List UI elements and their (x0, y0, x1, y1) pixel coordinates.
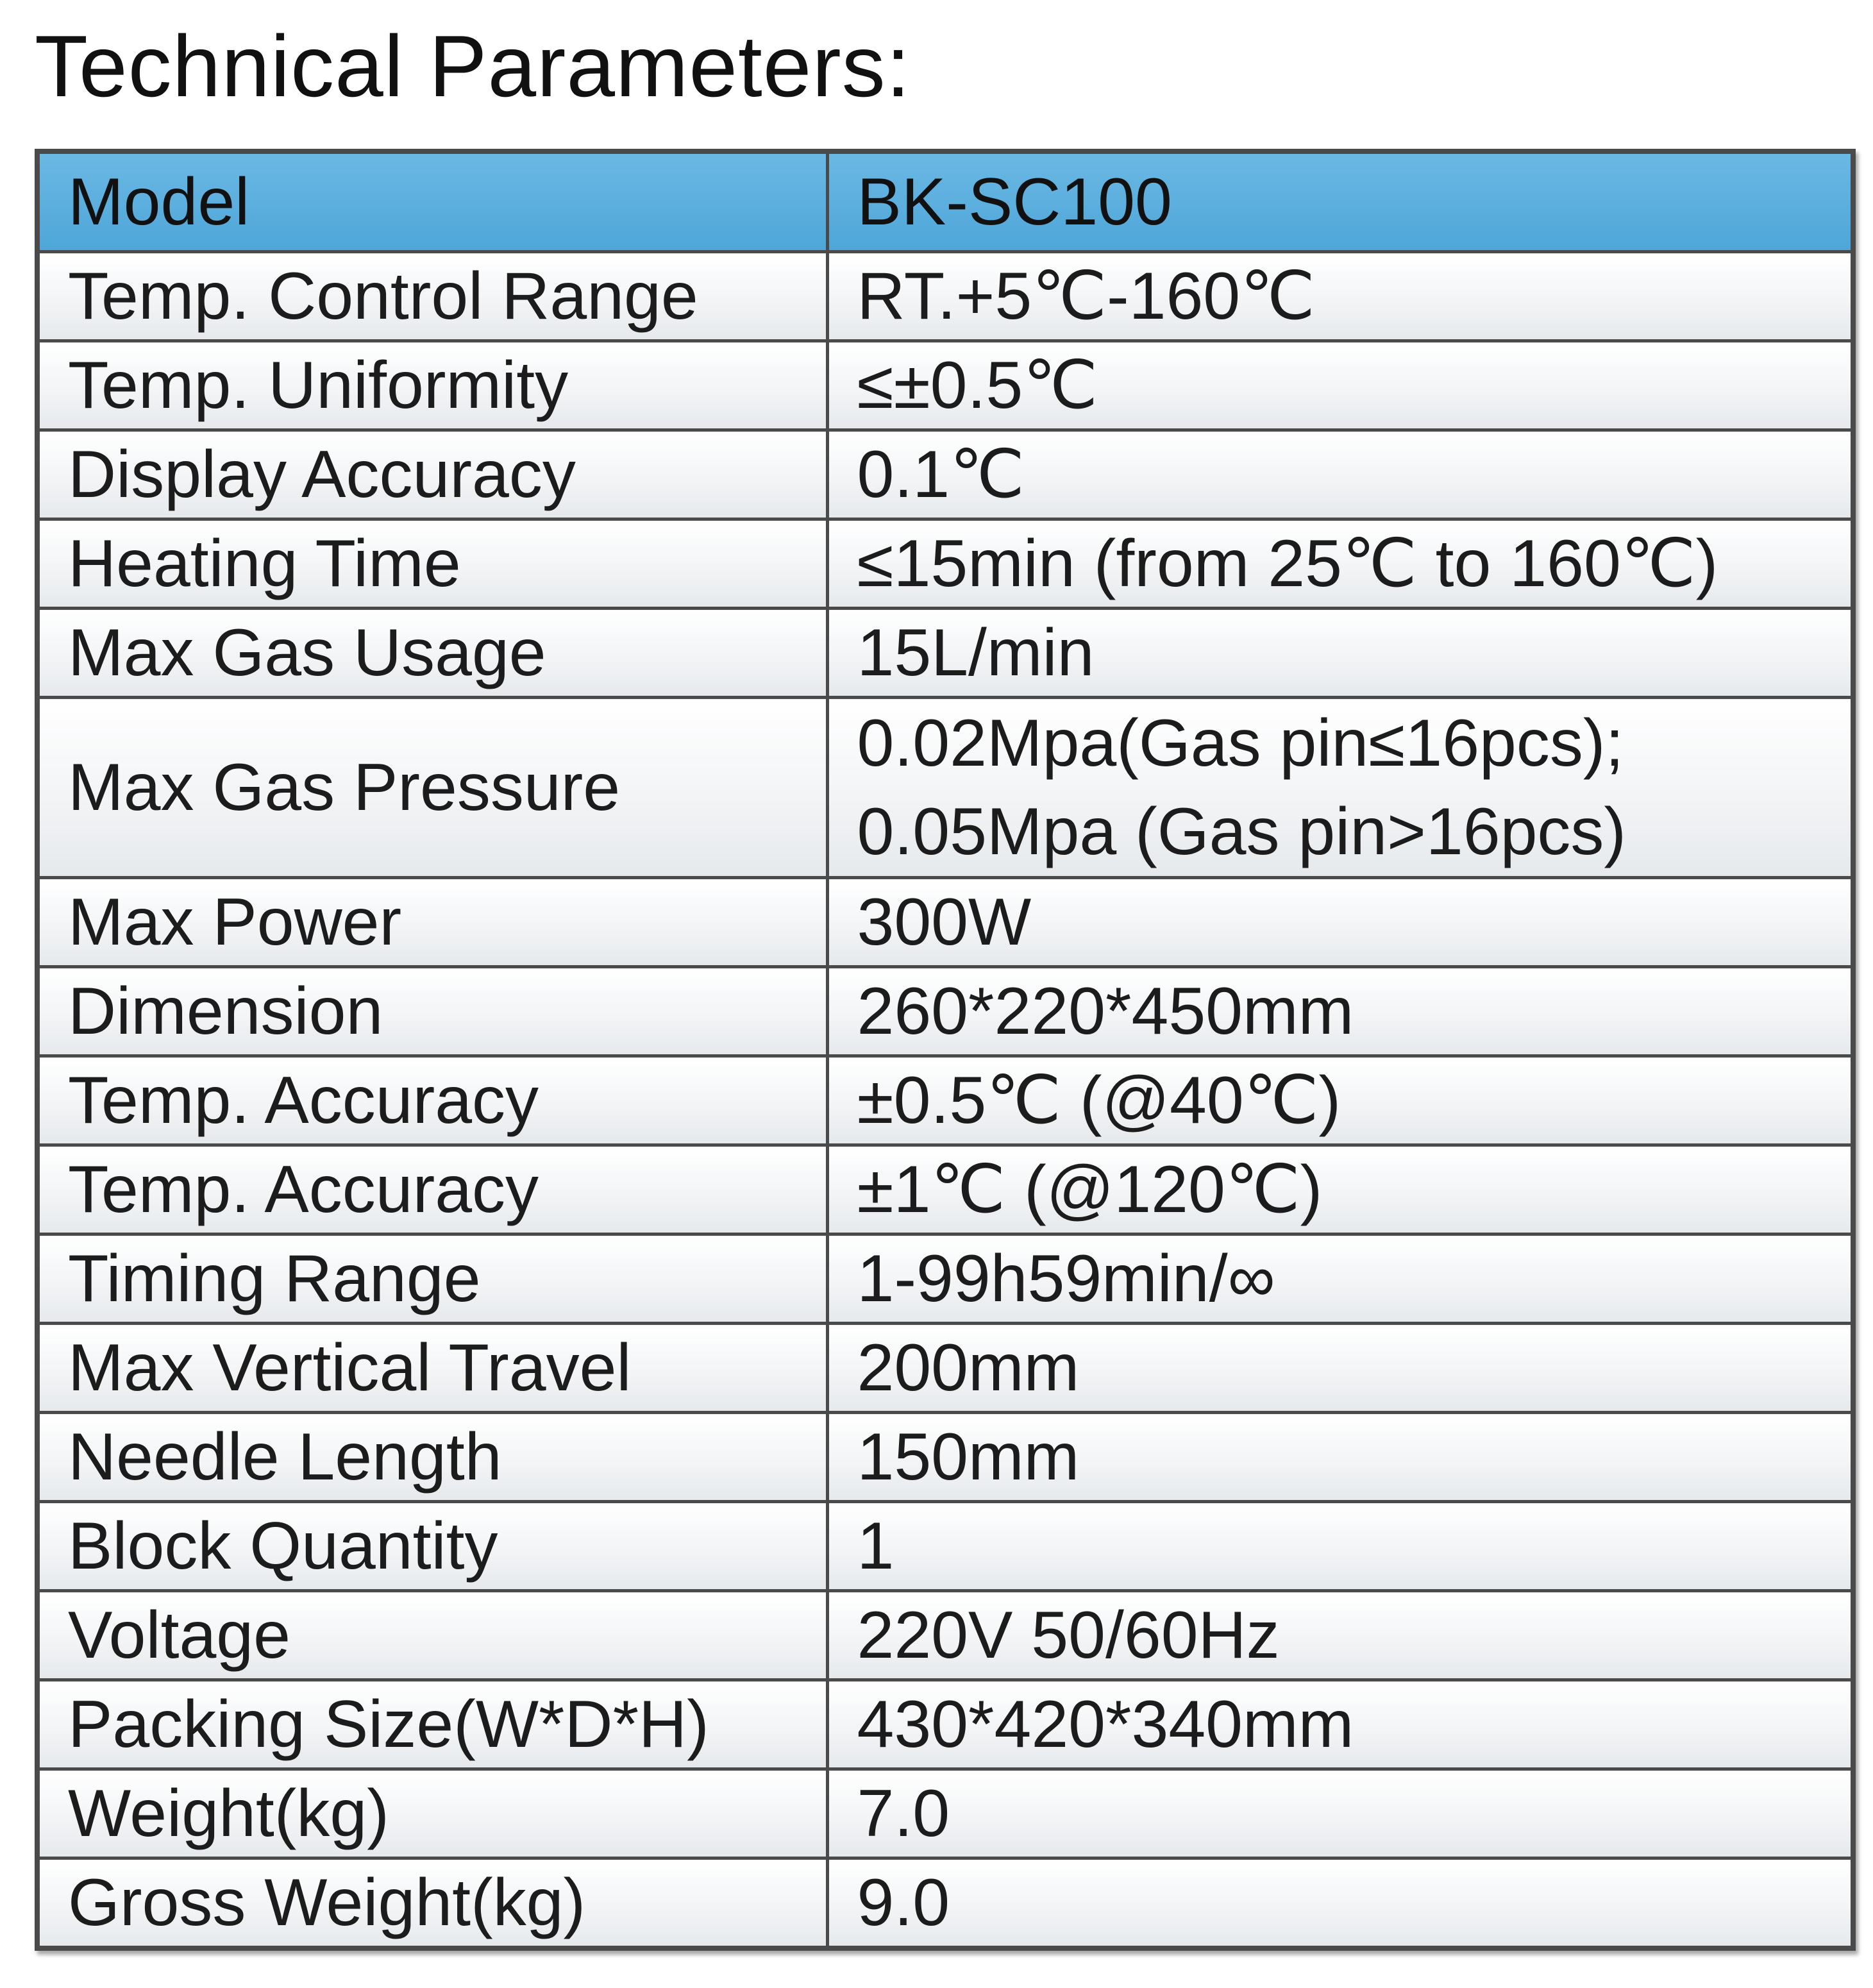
param-value: ≤15min (from 25℃ to 160℃) (827, 519, 1853, 609)
param-name: Temp. Control Range (37, 252, 827, 341)
param-name: Dimension (37, 967, 827, 1056)
param-value: ±0.5℃ (@40℃) (827, 1056, 1853, 1145)
param-name: Timing Range (37, 1234, 827, 1324)
page-title: Technical Parameters: (35, 17, 911, 115)
param-value: 260*220*450mm (827, 967, 1853, 1056)
param-name: Max Vertical Travel (37, 1324, 827, 1413)
param-name: Packing Size(W*D*H) (37, 1680, 827, 1769)
header-param-cell: Model (37, 151, 827, 252)
table-row (37, 1591, 1853, 1680)
param-name: Max Power (37, 878, 827, 967)
param-value: 1 (827, 1502, 1853, 1591)
param-value: 430*420*340mm (827, 1680, 1853, 1769)
param-value: ≤±0.5℃ (827, 341, 1853, 430)
table-row (37, 1680, 1853, 1769)
param-value: 200mm (827, 1324, 1853, 1413)
param-name: Max Gas Usage (37, 609, 827, 698)
table-row (37, 1413, 1853, 1502)
param-name: Display Accuracy (37, 430, 827, 519)
table-row (37, 878, 1853, 967)
table-row (37, 519, 1853, 609)
table-row (37, 1769, 1853, 1858)
param-name: Max Gas Pressure (37, 698, 827, 878)
param-value: 220V 50/60Hz (827, 1591, 1853, 1680)
param-value: 9.0 (827, 1858, 1853, 1949)
table-header-row (37, 151, 1853, 252)
table-row (37, 430, 1853, 519)
table-row (37, 252, 1853, 341)
param-value: 1-99h59min/∞ (827, 1234, 1853, 1324)
table-row (37, 698, 1853, 878)
param-value: ±1℃ (@120℃) (827, 1145, 1853, 1234)
param-value: RT.+5℃-160℃ (827, 252, 1853, 341)
param-value-line: 0.02Mpa(Gas pin≤16pcs); (857, 706, 1624, 780)
spec-table (35, 149, 1856, 1951)
param-name: Voltage (37, 1591, 827, 1680)
param-value (827, 698, 1853, 878)
param-name: Temp. Uniformity (37, 341, 827, 430)
param-name: Weight(kg) (37, 1769, 827, 1858)
header-value-cell: BK-SC100 (827, 151, 1853, 252)
table-row (37, 1056, 1853, 1145)
param-value: 0.1℃ (827, 430, 1853, 519)
param-value: 150mm (827, 1413, 1853, 1502)
param-name: Temp. Accuracy (37, 1056, 827, 1145)
table-row (37, 1858, 1853, 1949)
table-row (37, 1234, 1853, 1324)
param-value: 7.0 (827, 1769, 1853, 1858)
param-name: Heating Time (37, 519, 827, 609)
table-row (37, 967, 1853, 1056)
table-row (37, 1324, 1853, 1413)
param-name: Temp. Accuracy (37, 1145, 827, 1234)
param-value: 15L/min (827, 609, 1853, 698)
table-row (37, 1502, 1853, 1591)
param-name: Needle Length (37, 1413, 827, 1502)
table-row (37, 1145, 1853, 1234)
table-row (37, 341, 1853, 430)
table-row (37, 609, 1853, 698)
param-value-line: 0.05Mpa (Gas pin>16pcs) (857, 795, 1627, 869)
param-name: Gross Weight(kg) (37, 1858, 827, 1949)
param-value: 300W (827, 878, 1853, 967)
param-name: Block Quantity (37, 1502, 827, 1591)
